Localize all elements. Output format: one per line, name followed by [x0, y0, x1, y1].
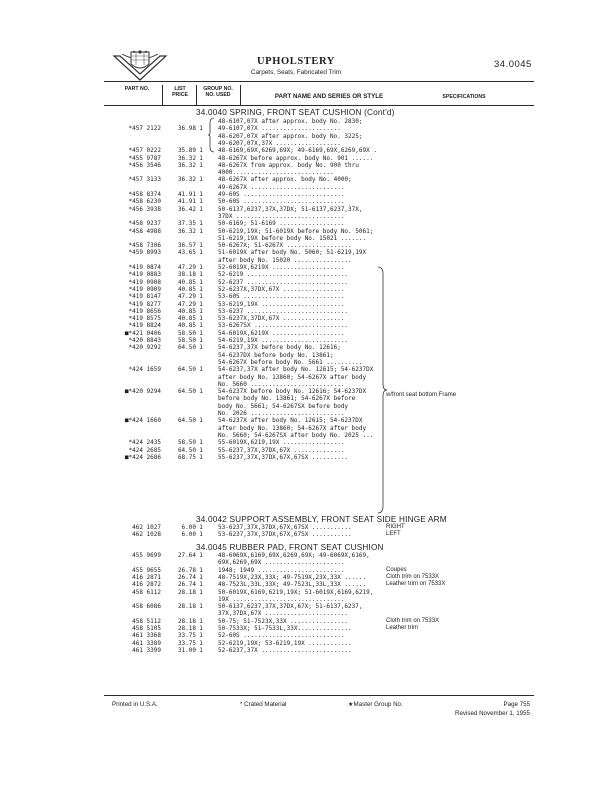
quantity: 1: [199, 220, 203, 228]
part-description: 49-6207,07X,37X ..................: [218, 139, 341, 147]
part-description: 54-6237,37X after body No. 12615; 54-6237DX: [218, 366, 374, 374]
part-number: *458 6230: [128, 198, 161, 206]
part-description: 4000............................: [218, 169, 334, 177]
part-description: 50-6137,6237,37X,37DX; 51-6137,6237,37X,: [218, 205, 363, 213]
part-description: 48-7519X,23X,33X; 49-7519X,23X,33X ......: [218, 573, 367, 581]
quantity: 1: [199, 632, 203, 640]
list-price: 35.89: [177, 147, 196, 155]
quantity: 1: [199, 603, 203, 611]
part-number: *419 0908: [128, 278, 161, 286]
quantity: 1: [199, 639, 203, 647]
specification: Coupes: [386, 566, 407, 573]
part-description: 55-6237,37X,37DX,67X ..............: [218, 446, 345, 454]
table-row: [0, 596, 560, 603]
table-row: [0, 198, 560, 205]
list-price: 41.91: [177, 191, 196, 198]
list-price: 68.75: [177, 453, 196, 461]
part-number: *419 8147: [128, 293, 161, 301]
part-number: *419 0874: [128, 264, 161, 271]
table-row: [0, 447, 560, 454]
part-description: No. 5660 ..........................: [218, 380, 345, 388]
table-row: [0, 220, 560, 227]
specification: Leather trim: [386, 625, 419, 631]
table-row: [0, 524, 560, 531]
part-number: *456 3546: [128, 161, 161, 169]
part-number: *458 9237: [128, 220, 161, 228]
part-description: No. 2026 ..........................: [218, 410, 345, 417]
part-number: *419 8277: [128, 300, 161, 308]
table-row: [0, 249, 560, 256]
list-price: 26.74: [177, 573, 196, 581]
part-description: 50-6267X; 51-6267X ..................: [218, 242, 352, 250]
page-subtitle: Carpets, Seats, Fabricated Trim: [250, 69, 342, 76]
table-row: [0, 439, 560, 446]
table-row: [0, 640, 560, 647]
table-row: [0, 366, 560, 373]
specification: Cloth trim on 7533X: [386, 617, 440, 624]
table-row: [0, 301, 560, 308]
table-row: [0, 417, 560, 424]
part-number: *457 3133: [128, 176, 161, 184]
quantity: 1: [199, 329, 203, 337]
part-number: 462 1027: [132, 524, 161, 531]
section-title-34-0042: 34.0042 SUPPORT ASSEMBLY, FRONT SEAT SIDE HINGE ARM: [196, 515, 447, 524]
part-number: *457 2122: [128, 125, 161, 133]
list-price: 36.32: [177, 176, 196, 184]
col-group-no: GROUP NO. NO. USED: [203, 86, 233, 98]
table-row: [0, 610, 560, 617]
part-number: ■*424 1660: [124, 417, 161, 425]
list-price: 40.85: [177, 315, 196, 323]
table-row: [0, 432, 560, 439]
part-description: 19X ...............................: [218, 595, 345, 603]
list-price: 28.18: [177, 617, 196, 625]
table-row: [0, 213, 560, 220]
part-description: 50-7533X; 51-7533L,33X...............: [218, 625, 352, 632]
quantity: 1: [199, 285, 203, 293]
quantity: 1: [199, 646, 203, 654]
table-row: [0, 589, 560, 596]
part-number: *424 1659: [128, 366, 161, 374]
table-row: [0, 395, 560, 402]
table-row: [0, 176, 560, 183]
part-description: after body No. 13860; 54-6267X after body: [218, 373, 367, 381]
part-number: ■*421 0406: [124, 329, 161, 337]
col-divider-3: [240, 85, 241, 105]
part-description: 52-6237 ............................: [218, 278, 349, 286]
part-description: 50-6137,6237,37X,37DX,67X; 51-6137,6237,: [218, 603, 363, 611]
part-number: 458 6112: [132, 588, 161, 596]
part-description: 48-6267X after approx. body No. 4000;: [218, 176, 352, 184]
quantity: 1: [199, 531, 203, 539]
part-number: 458 5105: [132, 625, 161, 632]
quantity: 1: [199, 617, 203, 625]
specification: LEFT: [386, 531, 401, 538]
list-price: 36.32: [177, 161, 196, 169]
part-number: *419 0909: [128, 285, 161, 293]
footer-crated: * Crated Material: [240, 701, 287, 708]
table-row: [0, 632, 560, 639]
table-row: [0, 567, 560, 574]
table-row: [0, 603, 560, 610]
part-number: *459 8993: [128, 249, 161, 257]
list-price: 47.29: [177, 293, 196, 301]
part-number: *458 7306: [128, 242, 161, 250]
list-price: 6.00: [181, 531, 196, 539]
part-number: 416 2871: [132, 573, 161, 581]
part-number: ■*424 2686: [124, 453, 161, 461]
list-price: 58.50: [177, 439, 196, 447]
quantity: 1: [199, 337, 203, 344]
part-number: 455 9699: [132, 552, 161, 559]
table-row: [0, 322, 560, 329]
part-description: No. 5660; 54-6267SX after body No. 2025 ...: [218, 431, 374, 439]
list-price: 33.75: [177, 632, 196, 640]
part-number: *456 3938: [128, 205, 161, 213]
quantity: 1: [199, 315, 203, 323]
part-number: 416 2872: [132, 581, 161, 589]
table-row: [0, 552, 560, 559]
part-description: 53-6219,19X .......................: [218, 300, 345, 308]
table-row: [0, 403, 560, 410]
part-number: 461 3399: [132, 646, 161, 654]
quantity: 1: [199, 388, 203, 396]
footer-page-number: Page 755: [503, 701, 530, 708]
quantity: 1: [199, 205, 203, 213]
table-row: [0, 133, 560, 140]
table-row: [0, 184, 560, 191]
quantity: 1: [199, 227, 203, 235]
table-row: [0, 286, 560, 293]
list-price: 64.50: [177, 388, 196, 396]
part-description: 54-6019X,6219X ....................: [218, 329, 345, 337]
table-row: [0, 235, 560, 242]
table-row: [0, 206, 560, 213]
quantity: 1: [199, 446, 203, 454]
quantity: 1: [199, 154, 203, 162]
column-header-rule: [104, 105, 534, 106]
part-description: 54-6237,37X before body No. 12616;: [218, 344, 341, 352]
table-row: [0, 531, 560, 538]
part-description: 49-6267X ..........................: [218, 183, 345, 191]
list-price: 28.18: [177, 588, 196, 596]
part-description: 48-7523L,33L,33X; 49-7523L,33L,33X ......: [218, 581, 367, 589]
quantity: 1: [199, 366, 203, 374]
group-number: 34.0045: [494, 59, 532, 70]
part-number: 461 3368: [132, 632, 161, 640]
table-row: [0, 388, 560, 395]
list-price: 40.85: [177, 322, 196, 330]
quantity: 1: [199, 439, 203, 447]
part-number: *420 9292: [128, 344, 161, 352]
quantity: 1: [199, 417, 203, 425]
table-row: [0, 293, 560, 300]
quantity: 1: [199, 147, 203, 155]
list-price: 43.65: [177, 249, 196, 257]
part-description: 53-6237,37X,37DX,67X,67SX ...........: [218, 524, 352, 531]
col-divider-2: [196, 85, 197, 105]
list-price: 47.29: [177, 264, 196, 271]
quantity: 1: [199, 453, 203, 461]
part-number: *420 8843: [128, 337, 161, 344]
quantity: 1: [199, 524, 203, 531]
part-description: 49-6107,07X ......................: [218, 125, 341, 133]
part-number: 455 9655: [132, 566, 161, 574]
table-row: [0, 242, 560, 249]
part-number: *458 8374: [128, 191, 161, 198]
list-price: 26.74: [177, 581, 196, 589]
part-description: after body No. 13860; 54-6267X after body: [218, 424, 367, 432]
part-description: 50-60S ............................: [218, 198, 345, 206]
part-number: *419 8575: [128, 315, 161, 323]
table-row: [0, 352, 560, 359]
part-description: 54-6237DX before body No. 13861;: [218, 351, 334, 359]
table-row: [0, 337, 560, 344]
part-number: *424 2435: [128, 439, 161, 447]
col-list-price: LIST PRICE: [172, 86, 188, 98]
quantity: 1: [199, 242, 203, 250]
list-price: 36.98: [177, 125, 196, 133]
table-row: [0, 359, 560, 366]
list-price: 37.35: [177, 220, 196, 228]
part-description: 53-6237X,37DX,67X .................: [218, 315, 345, 323]
part-description: 52-6219 ............................: [218, 271, 349, 279]
part-number: 458 6086: [132, 603, 161, 611]
quantity: 1: [199, 198, 203, 206]
part-description: 53-60S ............................: [218, 293, 345, 301]
list-price: 33.75: [177, 639, 196, 647]
specification: Leather trim on 7533X: [386, 581, 446, 588]
quantity: 1: [199, 264, 203, 271]
table-row: [0, 162, 560, 169]
part-description: 51-6219,19X before body No. 15021 .......: [218, 234, 367, 242]
part-description: 51-6019X after body No. 5060; 51-6219,19X: [218, 249, 367, 257]
part-description: 54-6219,19X ........................: [218, 337, 349, 344]
quantity: 1: [199, 293, 203, 301]
list-price: 27.64: [177, 552, 196, 559]
part-number: *455 9787: [128, 154, 161, 162]
part-description: 48-6169,69X,6269,69X; 49-6169,69X,6269,69X .: [218, 147, 377, 155]
table-row: [0, 169, 560, 176]
bracket-top-group: [207, 117, 215, 153]
quantity: 1: [199, 278, 203, 286]
part-description: 55-6019X,6219,19X .................: [218, 439, 345, 447]
list-price: 40.85: [177, 285, 196, 293]
part-description: 53-6237,37X,37DX,67X,67SX ...........: [218, 531, 352, 539]
table-row: [0, 344, 560, 351]
page-title: UPHOLSTERY: [257, 56, 335, 67]
list-price: 64.50: [177, 417, 196, 425]
part-number: *419 0883: [128, 271, 161, 279]
cadillac-crest-logo-icon: [112, 50, 168, 84]
quantity: 1: [199, 344, 203, 352]
section-title-34-0040: 34.0040 SPRING, FRONT SEAT CUSHION (Cont'd): [196, 108, 395, 117]
col-specifications: SPECIFICATIONS: [442, 94, 486, 100]
table-row: [0, 315, 560, 322]
quantity: 1: [199, 322, 203, 330]
part-description: 50-6169; 51-6169 ..................: [218, 220, 345, 228]
table-row: [0, 271, 560, 278]
part-description: 50-6019X,6169,6219,19X; 51-6019X,6169,6219,: [218, 588, 374, 596]
list-price: 64.50: [177, 344, 196, 352]
col-part-name: PART NAME AND SERIES OR STYLE: [274, 93, 384, 100]
footer-master-group: ★Master Group No.: [348, 701, 403, 708]
part-description: 54-6267X before body No. 5661 ..........: [218, 358, 363, 366]
list-price: 36.32: [177, 227, 196, 235]
part-description: 48-6069X,6169,69X,6269,69X; 49-6069X,6169,: [218, 552, 370, 559]
specification: RIGHT: [386, 524, 405, 530]
list-price: 41.91: [177, 198, 196, 206]
part-description: 48-6267X before approx. body No. 901 ......: [218, 154, 374, 162]
table-row: [0, 574, 560, 581]
quantity: 1: [199, 125, 203, 133]
list-price: 6.00: [181, 524, 196, 531]
quantity: 1: [199, 176, 203, 184]
part-description: 50-75; 51-7523X,33X ................: [218, 617, 349, 625]
part-description: 53-6267SX ..........................: [218, 322, 349, 330]
list-price: 36.32: [177, 154, 196, 162]
part-description: 49-60S ............................: [218, 191, 345, 198]
table-row: [0, 191, 560, 198]
part-description: 52-6237X,37DX,67X .................: [218, 285, 345, 293]
part-description: 1948; 1949 ........................: [218, 566, 345, 574]
quantity: 1: [199, 573, 203, 581]
col-part-no: PART NO.: [124, 86, 150, 92]
table-row: [0, 118, 560, 125]
part-description: 52-6237,37X .........................: [218, 646, 352, 654]
table-row: [0, 140, 560, 147]
table-row: [0, 625, 560, 632]
table-row: [0, 454, 560, 461]
list-price: 47.29: [177, 300, 196, 308]
part-description: 37X,37DX,67X .......................: [218, 610, 349, 618]
quantity: 1: [199, 271, 203, 279]
part-number: ■*420 9294: [124, 388, 161, 396]
part-number: *458 4988: [128, 227, 161, 235]
list-price: 36.57: [177, 242, 196, 250]
part-number: *419 8824: [128, 322, 161, 330]
part-description: 54-6237X after body No. 12615; 54-6237DX: [218, 417, 363, 425]
part-description: body No. 5661; 54-6267SX before body: [218, 402, 349, 410]
table-row: [0, 381, 560, 388]
section-title-34-0045: 34.0045 RUBBER PAD, FRONT SEAT CUSHION: [196, 543, 384, 552]
table-row: [0, 559, 560, 566]
quantity: 1: [199, 300, 203, 308]
table-row: [0, 647, 560, 654]
quantity: 1: [199, 581, 203, 589]
part-number: 461 3389: [132, 639, 161, 647]
table-row: [0, 155, 560, 162]
quantity: 1: [199, 161, 203, 169]
table-row: [0, 581, 560, 588]
part-description: 52-6019X,6219X ....................: [218, 264, 345, 271]
quantity: 1: [199, 307, 203, 315]
table-row: [0, 425, 560, 432]
table-row: [0, 308, 560, 315]
table-row: [0, 618, 560, 625]
part-description: 53-6237 ............................: [218, 307, 349, 315]
quantity: 1: [199, 191, 203, 198]
specification: Cloth trim on 7533X: [386, 573, 440, 580]
list-price: 64.50: [177, 446, 196, 454]
table-row: [0, 257, 560, 264]
header-rule: [104, 81, 534, 82]
part-description: 48-6267X from approx. body No. 900 thru: [218, 161, 359, 169]
list-price: 38.18: [177, 271, 196, 279]
part-number: *424 2685: [128, 446, 161, 454]
table-row: [0, 125, 560, 132]
part-number: *419 8656: [128, 307, 161, 315]
quantity: 1: [199, 625, 203, 632]
footer-rule: [104, 695, 534, 696]
quantity: 1: [199, 566, 203, 574]
table-row: [0, 410, 560, 417]
footer-revised-date: Revised November 1, 1955: [455, 710, 530, 717]
table-row: [0, 228, 560, 235]
part-description: 52-60S ............................: [218, 632, 345, 640]
part-description: 54-6237X before body No. 12616; 54-6237DX: [218, 388, 367, 396]
list-price: 58.50: [177, 337, 196, 344]
list-price: 58.50: [177, 329, 196, 337]
quantity: 1: [199, 588, 203, 596]
table-row: [0, 147, 560, 154]
part-description: 48-6207,07X after approx. body No. 3225;: [218, 132, 363, 140]
bracket-frame-group: [376, 266, 388, 514]
list-price: 40.85: [177, 278, 196, 286]
part-description: 37DX ..............................: [218, 212, 345, 220]
part-number: 458 5112: [132, 617, 161, 625]
part-description: 69X,6269,69X ......................: [218, 559, 345, 567]
list-price: 40.85: [177, 307, 196, 315]
footer-printed: Printed in U.S.A.: [112, 701, 158, 708]
part-number: 462 1028: [132, 531, 161, 539]
table-row: [0, 279, 560, 286]
part-description: after body No. 15020 ................: [218, 256, 352, 264]
part-description: 50-6219,19X; 51-6019X before body No. 5061;: [218, 227, 374, 235]
list-price: 31.00: [177, 646, 196, 654]
table-row: [0, 330, 560, 337]
part-description: 52-6219,19X; 53-6219,19X ............: [218, 639, 352, 647]
bracket-note: w/front seat bottom Frame: [386, 392, 457, 398]
list-price: 28.18: [177, 625, 196, 632]
part-description: 48-6107,07X after approx. body No. 2830;: [218, 118, 363, 125]
list-price: 26.78: [177, 566, 196, 574]
part-description: 55-6237,37X,37DX,67X,67SX ..........: [218, 453, 349, 461]
list-price: 36.42: [177, 205, 196, 213]
table-row: [0, 374, 560, 381]
list-price: 28.18: [177, 603, 196, 611]
part-description: before body No. 13861; 54-6267X before: [218, 395, 356, 403]
table-row: [0, 264, 560, 271]
part-number: *457 0222: [128, 147, 161, 155]
quantity: 1: [199, 249, 203, 257]
quantity: 1: [199, 552, 203, 559]
list-price: 64.50: [177, 366, 196, 374]
col-divider-1: [162, 85, 163, 105]
